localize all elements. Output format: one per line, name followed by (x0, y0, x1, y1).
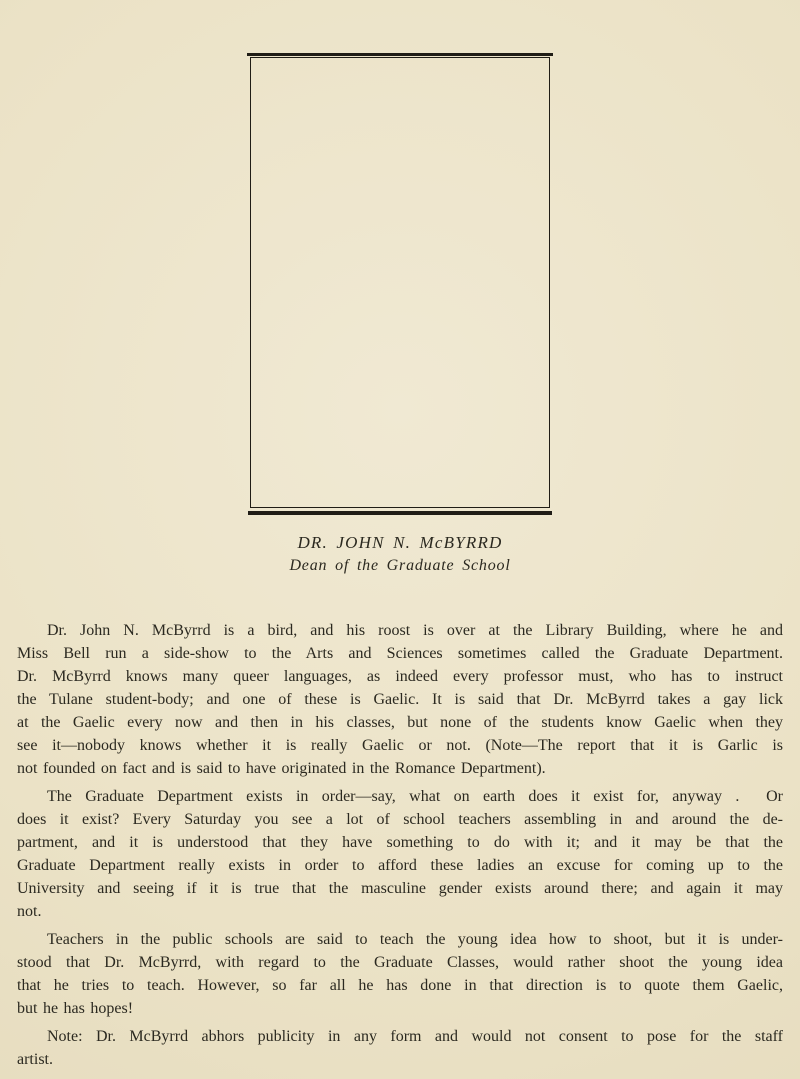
caption-role: Dean of the Graduate School (289, 557, 511, 574)
text-line: Graduate Department really exists in order to afford these ladies an excuse for coming up to the (17, 857, 783, 874)
text-line: Miss Bell run a side-show to the Arts and Sciences sometimes called the Graduate Department. (17, 645, 783, 662)
paragraph (17, 619, 783, 780)
text-line: not founded on fact and is said to have originated in the Romance Department). (17, 760, 546, 777)
paragraph (17, 1025, 783, 1071)
text-line: the Tulane student-body; and one of these is Gaelic. It is said that Dr. McByrrd takes a gay lick (17, 691, 783, 708)
text-line: but he has hopes! (17, 1000, 134, 1017)
text-line: Note: Dr. McByrrd abhors publicity in any form and would not consent to pose for the staff (47, 1028, 783, 1045)
body-paragraphs (17, 619, 783, 1071)
portrait-frame-top-rule (247, 53, 553, 56)
text-line: The Graduate Department exists in order—say, what on earth does it exist for, anyway . Or (47, 788, 783, 805)
text-line: that he tries to teach. However, so far all he has done in that direction is to quote them Gaelic, (17, 977, 783, 994)
text-line: artist. (17, 1051, 53, 1068)
portrait-caption (0, 531, 800, 577)
text-line: does it exist? Every Saturday you see a lot of school teachers assembling in and around the de- (17, 811, 783, 828)
text-line: Dr. McByrrd knows many queer languages, as indeed every professor must, who has to instruct (17, 668, 783, 685)
portrait-frame-bottom-rule (248, 511, 552, 515)
empty-portrait-frame (250, 57, 550, 508)
text-line: Teachers in the public schools are said to teach the young idea how to shoot, but it is under- (47, 931, 783, 948)
text-line: at the Gaelic every now and then in his classes, but none of the students know Gaelic when they (17, 714, 783, 731)
paragraph (17, 928, 783, 1020)
text-line: not. (17, 903, 42, 920)
text-line: Dr. John N. McByrrd is a bird, and his roost is over at the Library Building, where he and (47, 622, 783, 639)
text-line: partment, and it is understood that they have something to do with it; and it may be that the (17, 834, 783, 851)
paragraph (17, 785, 783, 923)
caption-name: DR. JOHN N. McBYRRD (297, 533, 503, 552)
text-line: stood that Dr. McByrrd, with regard to the Graduate Classes, would rather shoot the young idea (17, 954, 783, 971)
text-line: University and seeing if it is true that the masculine gender exists around there; and again it may (17, 880, 783, 897)
text-line: see it—nobody knows whether it is really Gaelic or not. (Note—The report that it is Garlic is (17, 737, 783, 754)
